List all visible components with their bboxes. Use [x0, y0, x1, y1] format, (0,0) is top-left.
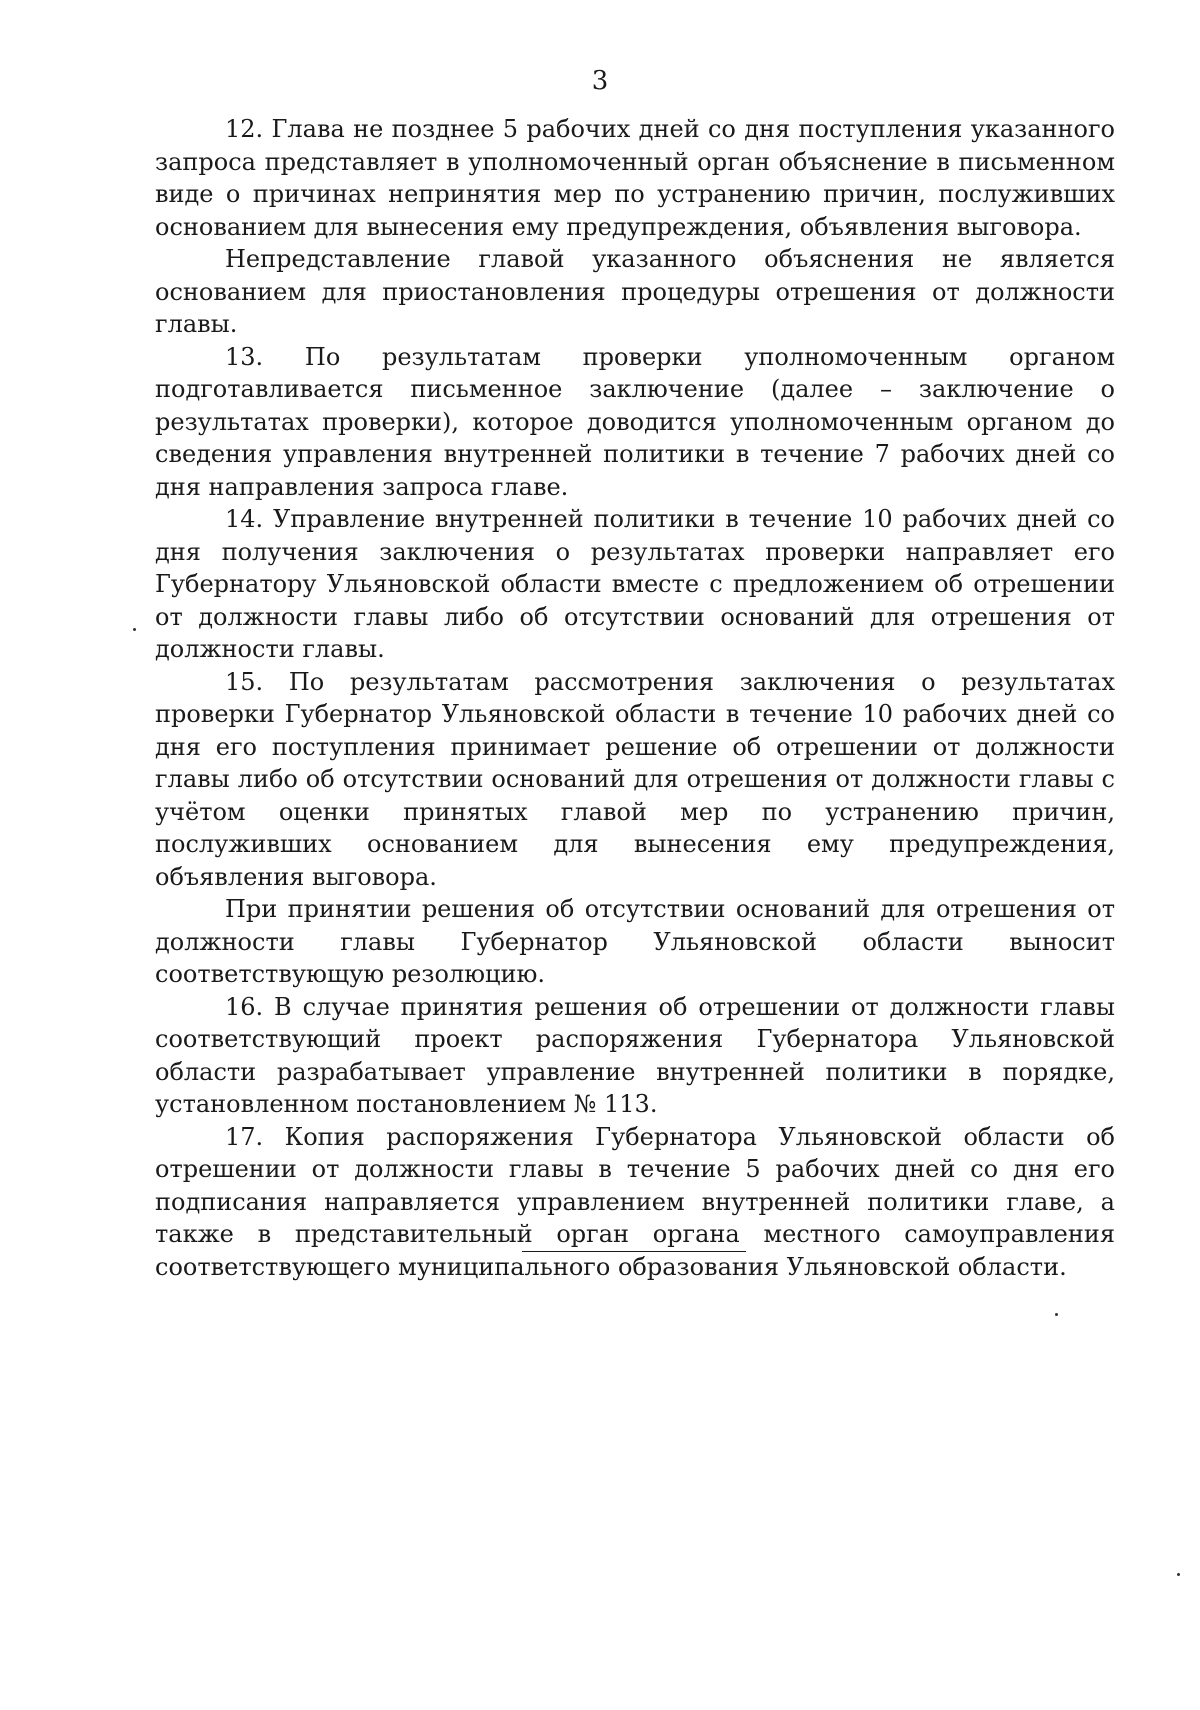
paragraph-13: 13. По результатам проверки уполномоченным органом подготавливается письменное заключение (далее – заключение о результатах проверки), которое доводится уполномоченным органом до сведения управления внутренней политики в течение 7 рабочих дней со дня направления запроса главе.: [155, 342, 1115, 501]
paragraph-15: 15. По результатам рассмотрения заключения о результатах проверки Губернатор Ульяновской области в течение 10 рабочих дней со дня его поступления принимает решение об отрешении от должности главы либо об отсутствии оснований для отрешения от должности главы с учётом оценки принятых главой мер по устранению причин, послуживших основанием для вынесения ему предупреждения, объявления выговора.: [155, 667, 1115, 891]
scan-speck: [1055, 1313, 1058, 1316]
paragraph-12: 12. Глава не позднее 5 рабочих дней со дня поступления указанного запроса представляет в уполномоченный орган объяснение в письменном виде о причинах непринятия мер по устранению причин, послуживших основанием для вынесения ему предупреждения, объявления выговора.: [155, 115, 1115, 241]
scan-speck: [1177, 1573, 1180, 1576]
paragraph-15-note: При принятии решения об отсутствии оснований для отрешения от должности главы Губернатор Ульяновской области выносит соответствующую резолюцию.: [155, 895, 1115, 988]
paragraph-17: 17. Копия распоряжения Губернатора Ульяновской области об отрешении от должности главы в течение 5 рабочих дней со дня его подписания направляется управлением внутренней политики главе, а также в представительный орган органа местного самоуправления соответствующего муниципального образования Ульяновской области.: [155, 1122, 1115, 1281]
document-body: [155, 113, 1115, 1283]
end-of-document-rule: [522, 1251, 746, 1252]
page-number: 3: [591, 66, 609, 96]
paragraph-12-note: Непредставление главой указанного объяснения не является основанием для приостановления процедуры отрешения от должности главы.: [155, 245, 1115, 338]
paragraph-14: 14. Управление внутренней политики в течение 10 рабочих дней со дня получения заключения о результатах проверки направляет его Губернатору Ульяновской области вместе с предложением об отрешении от должности главы либо об отсутствии оснований для отрешения от должности главы.: [155, 505, 1115, 663]
scan-speck: [133, 628, 136, 631]
paragraph-16: 16. В случае принятия решения об отрешении от должности главы соответствующий проект распоряжения Губернатора Ульяновской области разрабатывает управление внутренней политики в порядке, установленном постановлением № 113.: [155, 992, 1115, 1118]
